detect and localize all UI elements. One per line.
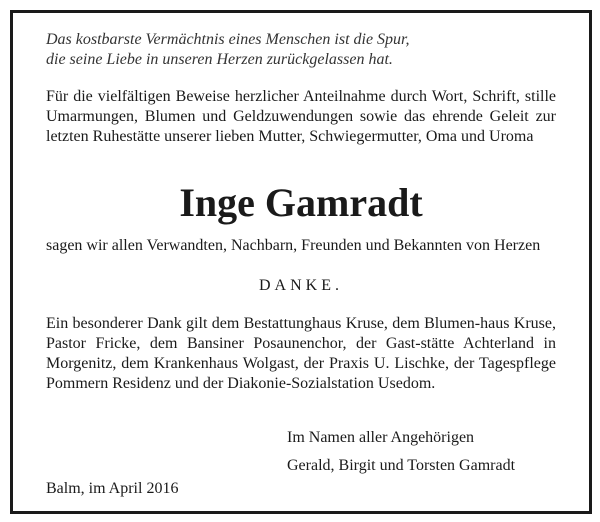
memorial-motto — [46, 30, 556, 70]
special-thanks-paragraph: Ein besonderer Dank gilt dem Bestattunghaus Kruse, dem Blumen-haus Kruse, Pastor Fricke, dem Bansiner Posaunenchor, der Gast-stätte Achterland in Morgenitz, dem Krankenhaus Wolgast, der Praxis U. Lischke, der Tagespflege Pommern Residenz und der Diakonie-Sozialstation Usedom. — [46, 315, 556, 392]
signature-names: Gerald, Birgit und Torsten Gamradt — [287, 457, 516, 474]
motto-line-2: die seine Liebe in unseren Herzen zurückgelassen hat. — [46, 51, 393, 68]
signature-line-1: Im Namen aller Angehörigen — [287, 429, 475, 446]
intro-paragraph: Für die vielfältigen Beweise herzlicher Anteilnahme durch Wort, Schrift, stille Umarmungen, Blumen und Geldzuwendungen sowie das ehrende Geleit zur letzten Ruhestätte unserer lieben Mutter, Schwiegermutter, Oma und Uroma — [46, 88, 556, 145]
deceased-name: Inge Gamradt — [179, 180, 423, 225]
place-and-date: Balm, im April 2016 — [46, 480, 179, 497]
thanks-paragraph: sagen wir allen Verwandten, Nachbarn, Freunden und Bekannten von Herzen — [46, 237, 541, 254]
motto-line-1: Das kostbarste Vermächtnis eines Menschen ist die Spur, — [46, 31, 410, 48]
danke-heading: DANKE. — [259, 277, 343, 294]
